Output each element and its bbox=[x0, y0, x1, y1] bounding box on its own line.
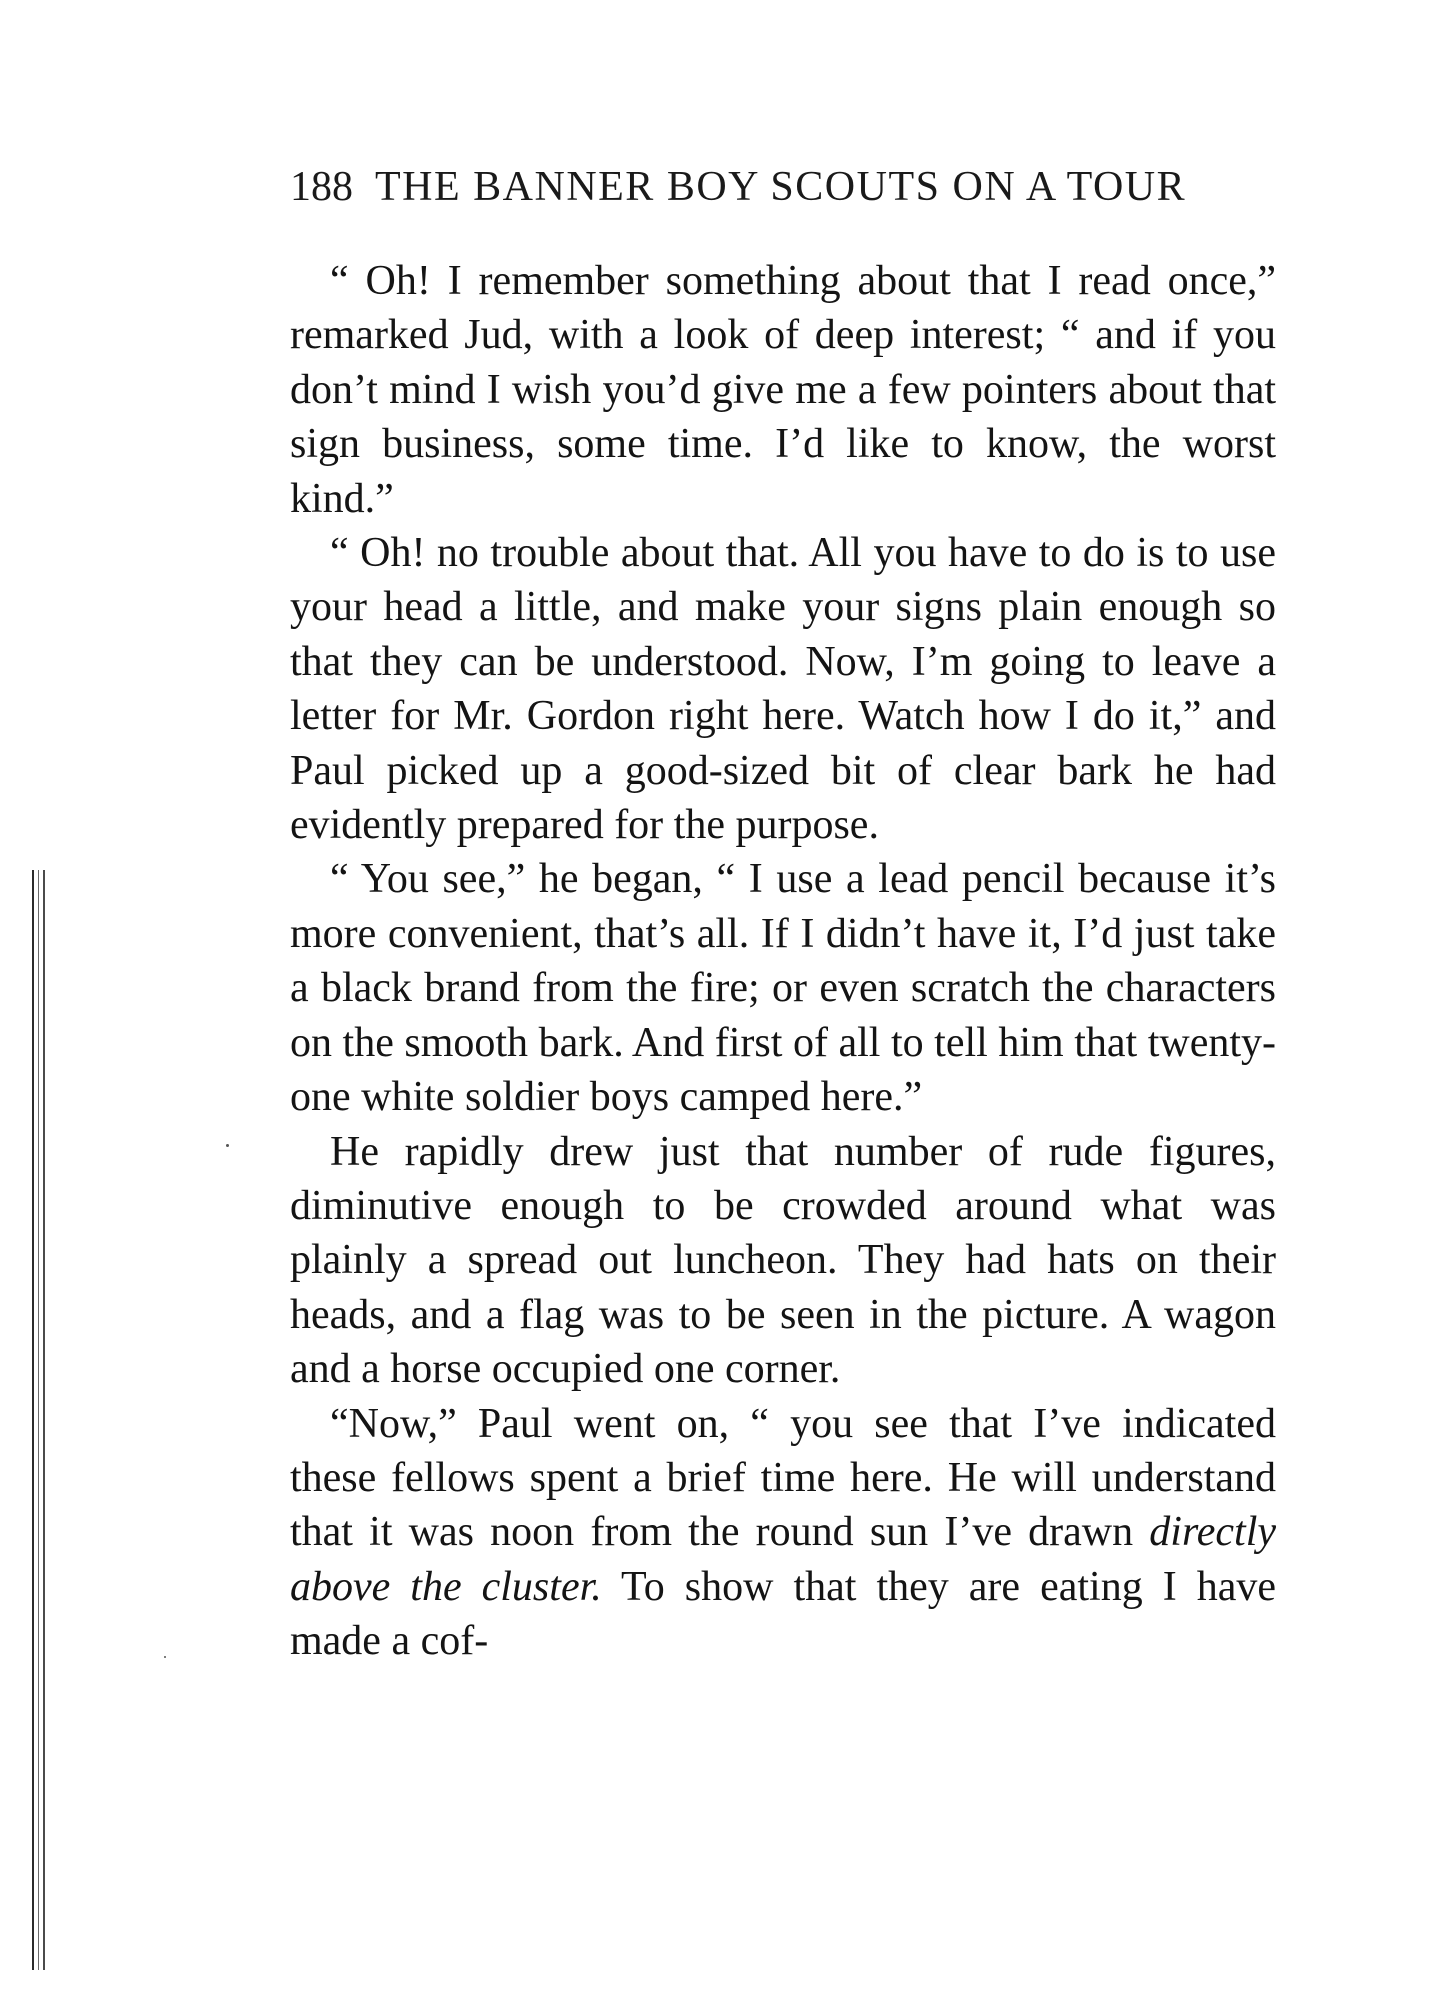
paragraph: “ You see,” he began, “ I use a lead pencil because it’s more convenient, that’s all. If I didn’t have it, I’d just take a black brand from the fire; or even scratch the characters on the smooth bark. And first of all to tell him that twenty-one white soldier boys camped here.” bbox=[290, 856, 1276, 1121]
paragraph-text: “Now,” Paul went on, “ you see that I’ve indicated these fellows spent a brief time here. He will understand that it was noon from the round sun I’ve drawn bbox=[290, 1400, 1276, 1556]
paragraph: “ Oh! no trouble about that. All you have to do is to use your head a little, and make your signs plain enough so that they can be understood. Now, I’m going to leave a letter for Mr. Gordon right here. Watch how I do it,” and Paul picked up a good-sized bit of clear bark he had evidently prepared for the purpose. bbox=[290, 530, 1276, 849]
paragraph-text: To show that they are eating I have made a cof- bbox=[290, 1563, 1276, 1665]
paragraph: “ Oh! I remember something about that I read once,” remarked Jud, with a look of deep interest; “ and if you don’t mind I wish you’d give me a few pointers about that sign business, some time. I’d like to know, the worst kind.” bbox=[290, 258, 1276, 522]
body-text bbox=[290, 254, 1276, 1669]
binding-edge-shadow bbox=[30, 870, 50, 1970]
book-title: THE BANNER BOY SCOUTS ON A TOUR bbox=[375, 164, 1187, 210]
page-number: 188 bbox=[290, 164, 353, 210]
paper-speck bbox=[164, 1656, 166, 1658]
binding-line bbox=[43, 870, 45, 1970]
running-head bbox=[290, 162, 1280, 212]
binding-line bbox=[38, 870, 39, 1970]
italic-phrase: directly above the cluster. bbox=[290, 1509, 1276, 1610]
binding-line bbox=[32, 870, 34, 1970]
paragraph bbox=[290, 1397, 1276, 1669]
paper-speck bbox=[226, 1144, 229, 1147]
paragraph: He rapidly drew just that number of rude figures, diminutive enough to be crowded around what was plainly a spread out luncheon. They had hats on their heads, and a flag was to be seen in the picture. A wagon and a horse occupied one corner. bbox=[290, 1128, 1276, 1393]
